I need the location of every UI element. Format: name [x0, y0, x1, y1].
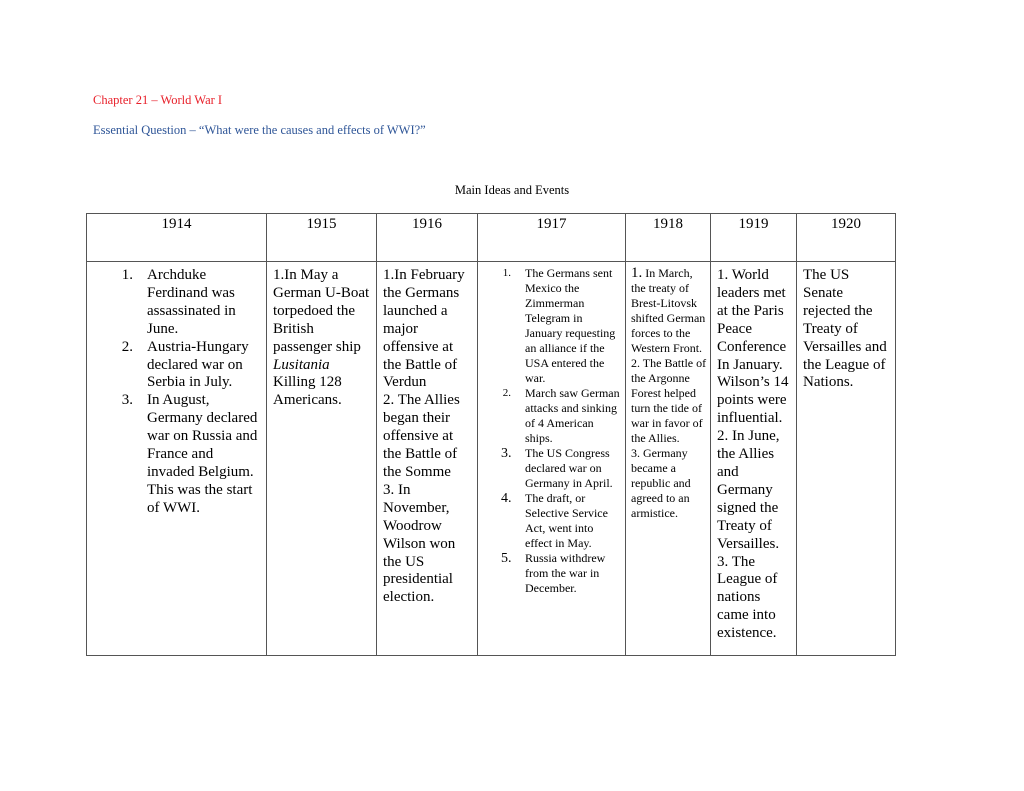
events-1918-text: 1. In March, the treaty of Brest-Litovsk shifted German forces to the Western Front. 2. The Battle of the Argonne Forest helped turn the tide of war in favor of the Allies. 3. Germany became a republic and agreed to an armistice. [631, 265, 707, 520]
year-1918: 1918 [626, 214, 711, 262]
table-caption: Main Ideas and Events [454, 183, 570, 197]
cell-1920 [797, 262, 896, 656]
cell-1919 [711, 262, 797, 656]
cell-1918 [626, 262, 711, 656]
events-1917-list [478, 266, 622, 596]
cell-1917 [478, 262, 626, 656]
cell-1915 [267, 262, 377, 656]
list-item: 2. Austria-Hungary declared war on Serbia in July. [121, 338, 249, 391]
year-1914: 1914 [87, 214, 267, 262]
events-1916-text: 1.In February the Germans launched a major offensive at the Battle of Verdun 2. The Allies began their offensive at the Battle of the Somme 3. In November, Woodrow Wilson won the US presidential election. [383, 267, 465, 606]
list-item: 1. The Germans sent Mexico the Zimmerman Telegram in January requesting an alliance if the USA entered the war. [502, 266, 616, 385]
chapter-title: Chapter 21 – World War I [93, 93, 223, 107]
list-item: 5. Russia withdrew from the war in December. [501, 551, 606, 595]
year-1916: 1916 [377, 214, 478, 262]
events-1914-list [93, 267, 263, 518]
year-1915: 1915 [267, 214, 377, 262]
list-item: 4. The draft, or Selective Service Act, went into effect in May. [501, 491, 608, 550]
cell-1916 [377, 262, 478, 656]
ship-name: Lusitania [273, 356, 330, 373]
list-item: 3. In August, Germany declared war on Russia and France and invaded Belgium. This was the start of WWI. [121, 392, 258, 516]
events-table [86, 213, 896, 656]
year-1919: 1919 [711, 214, 797, 262]
events-1920-text: The US Senate rejected the Treaty of Versailles and the League of Nations. [803, 267, 887, 391]
year-1917: 1917 [478, 214, 626, 262]
cell-1914 [87, 262, 267, 656]
list-item: 3. The US Congress declared war on Germany in April. [501, 446, 613, 490]
list-item: 2. March saw German attacks and sinking of 4 American ships. [502, 386, 620, 445]
year-header-row [87, 214, 896, 262]
events-row [87, 262, 896, 656]
list-item: 1. Archduke Ferdinand was assassinated in June. [121, 267, 236, 337]
events-1915-text: 1.In May a German U-Boat torpedoed the British passenger ship Lusitania Killing 128 Americans. [273, 267, 370, 409]
essential-question: Essential Question – “What were the causes and effects of WWI?” [93, 123, 426, 137]
year-1920: 1920 [797, 214, 896, 262]
events-1919-text: 1. World leaders met at the Paris Peace Conference In January. Wilson’s 14 points were influential. 2. In June, the Allies and Germany signed the Treaty of Versailles. 3. The League of nations came into existence. [717, 267, 789, 642]
